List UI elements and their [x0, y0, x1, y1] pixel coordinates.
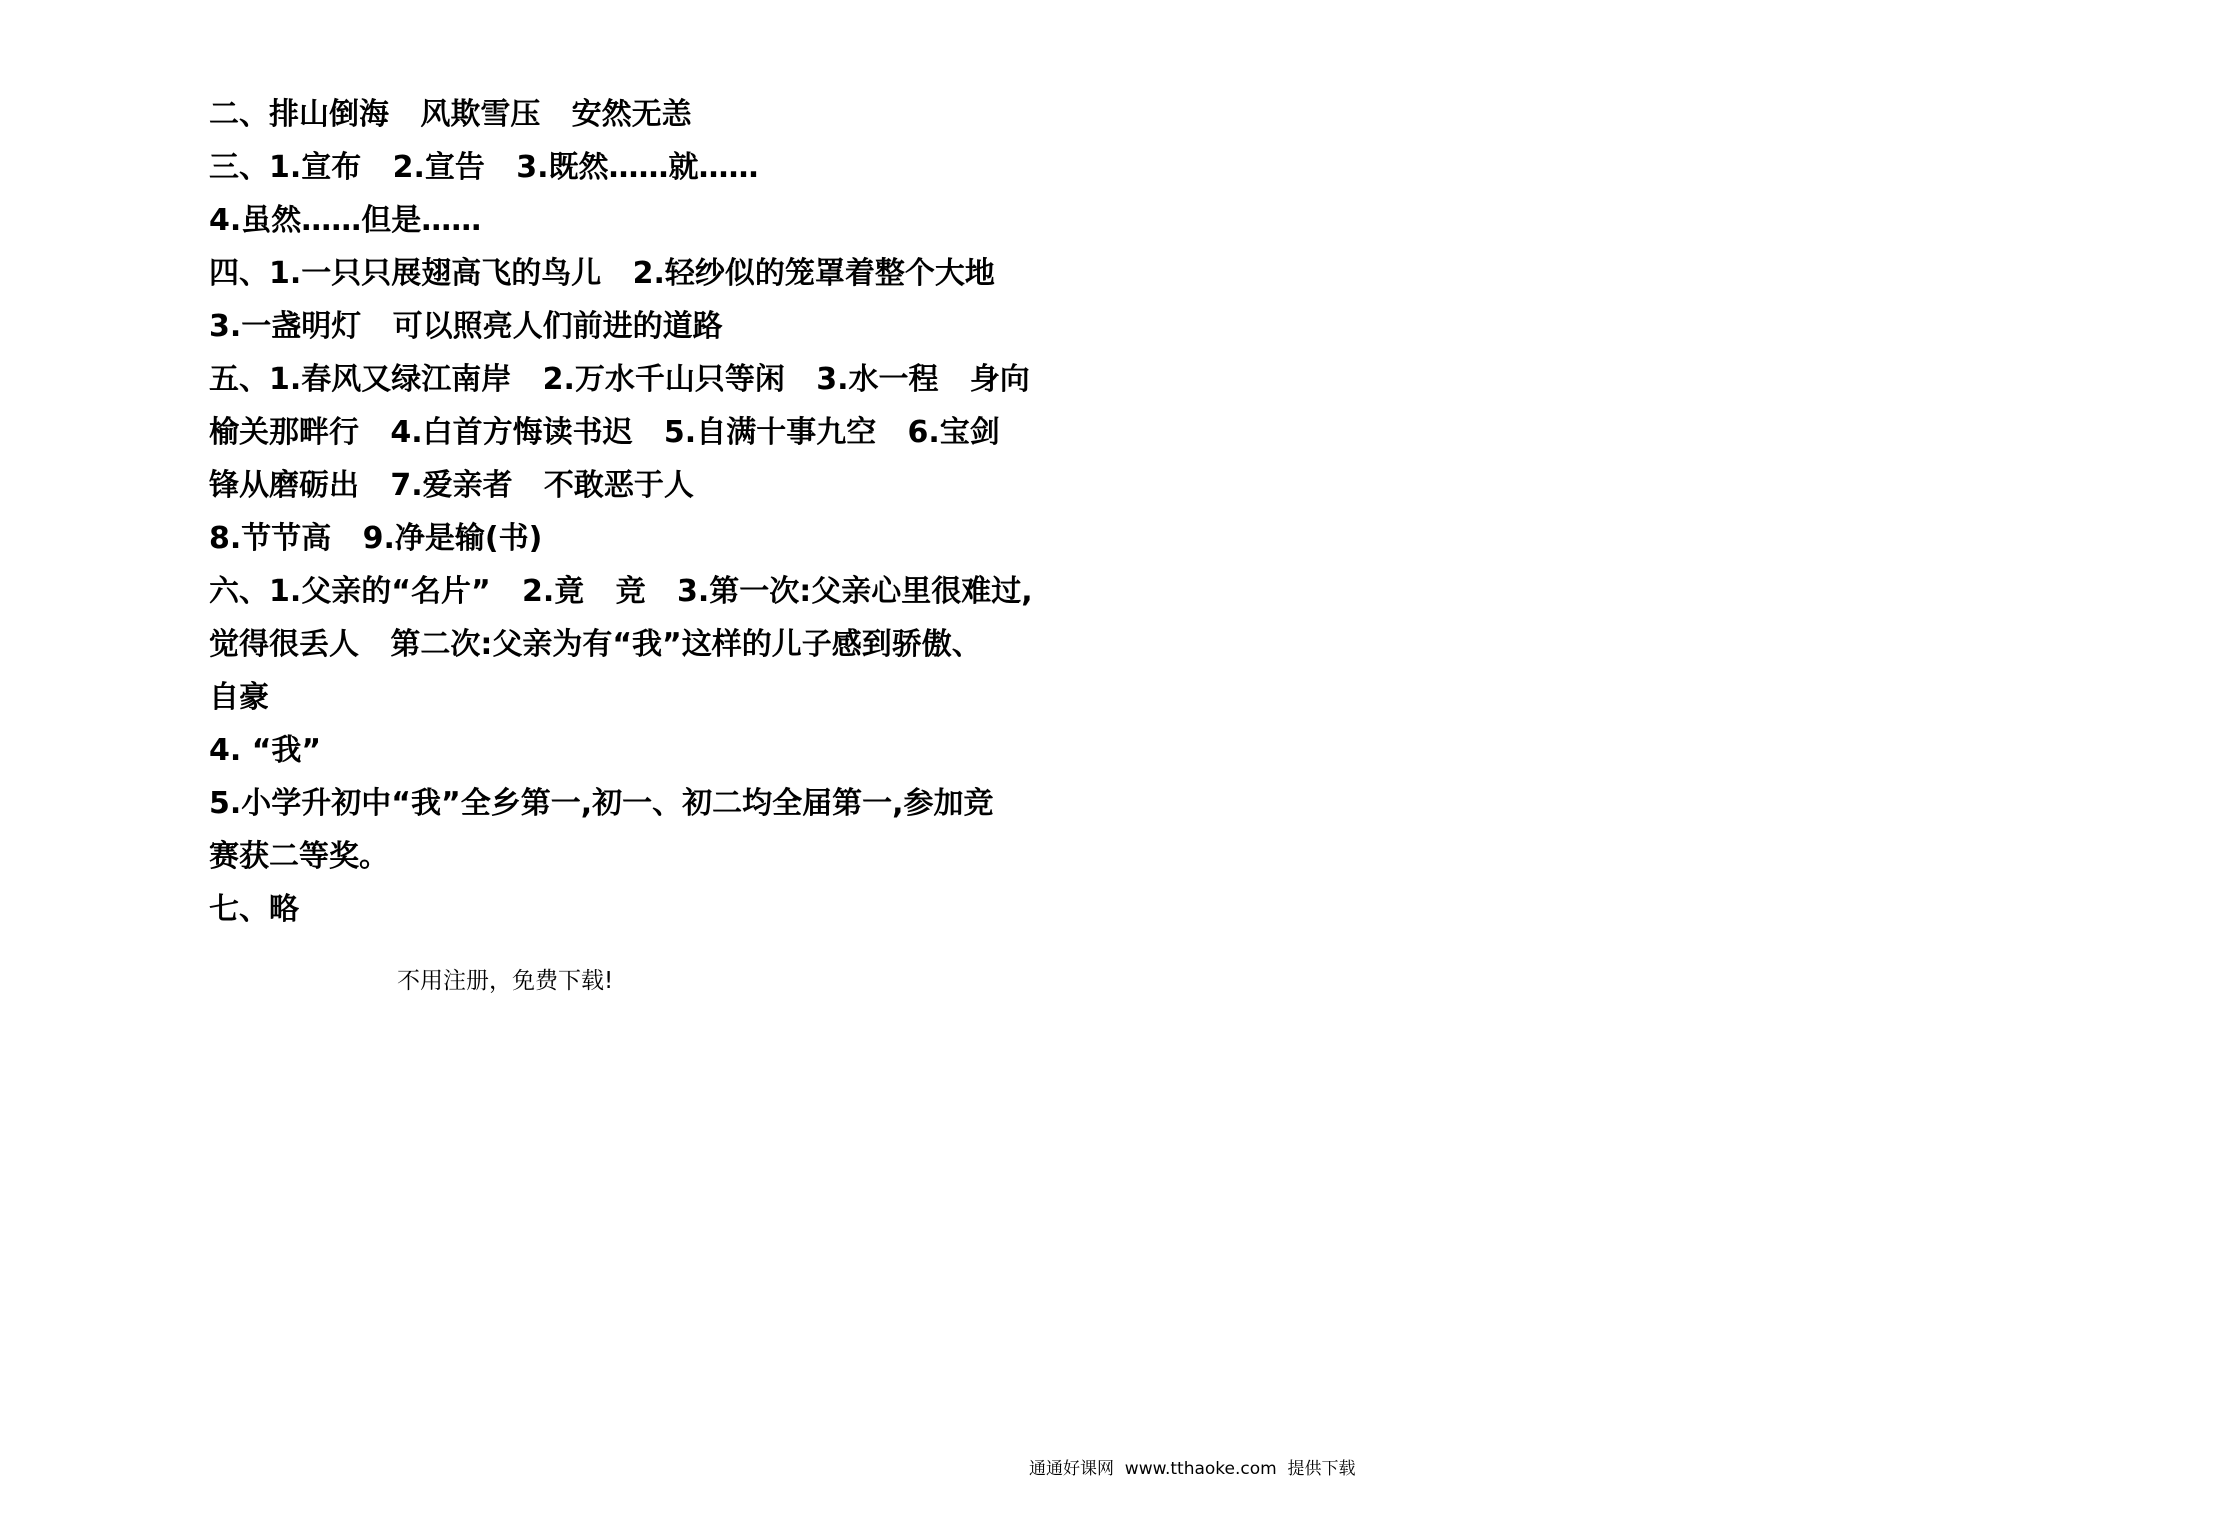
answer-line: 5.小学升初中“我”全乡第一,初一、初二均全届第一,参加竞 [209, 786, 994, 821]
answer-line: 觉得很丢人 第二次:父亲为有“我”这样的儿子感到骄傲、 [209, 627, 982, 662]
answer-line: 三、1.宣布 2.宣告 3.既然……就…… [209, 150, 759, 185]
answer-line: 自豪 [209, 680, 269, 715]
answer-line: 锋从磨砺出 7.爱亲者 不敢恶于人 [209, 468, 694, 503]
download-note: 不用注册，免费下载! [397, 968, 614, 994]
answer-line: 赛获二等奖。 [209, 839, 389, 874]
answer-line: 4. “我” [209, 733, 322, 768]
answer-line: 四、1.一只只展翅高飞的鸟儿 2.轻纱似的笼罩着整个大地 [209, 256, 995, 291]
answer-key [209, 88, 1109, 936]
answer-line: 二、排山倒海 风欺雪压 安然无恙 [209, 97, 692, 132]
answer-line: 六、1.父亲的“名片” 2.竟 竞 3.第一次:父亲心里很难过, [209, 574, 1033, 609]
answer-line: 七、略 [209, 892, 299, 927]
answer-line: 榆关那畔行 4.白首方悔读书迟 5.自满十事九空 6.宝剑 [209, 415, 1000, 450]
answer-line: 8.节节高 9.净是输(书) [209, 521, 543, 556]
site-footer: 通通好课网 www.tthaoke.com 提供下载 [1029, 1459, 1356, 1479]
answer-line: 3.一盏明灯 可以照亮人们前进的道路 [209, 309, 723, 344]
answer-line: 4.虽然……但是…… [209, 203, 482, 238]
answer-line: 五、1.春风又绿江南岸 2.万水千山只等闲 3.水一程 身向 [209, 362, 1030, 397]
